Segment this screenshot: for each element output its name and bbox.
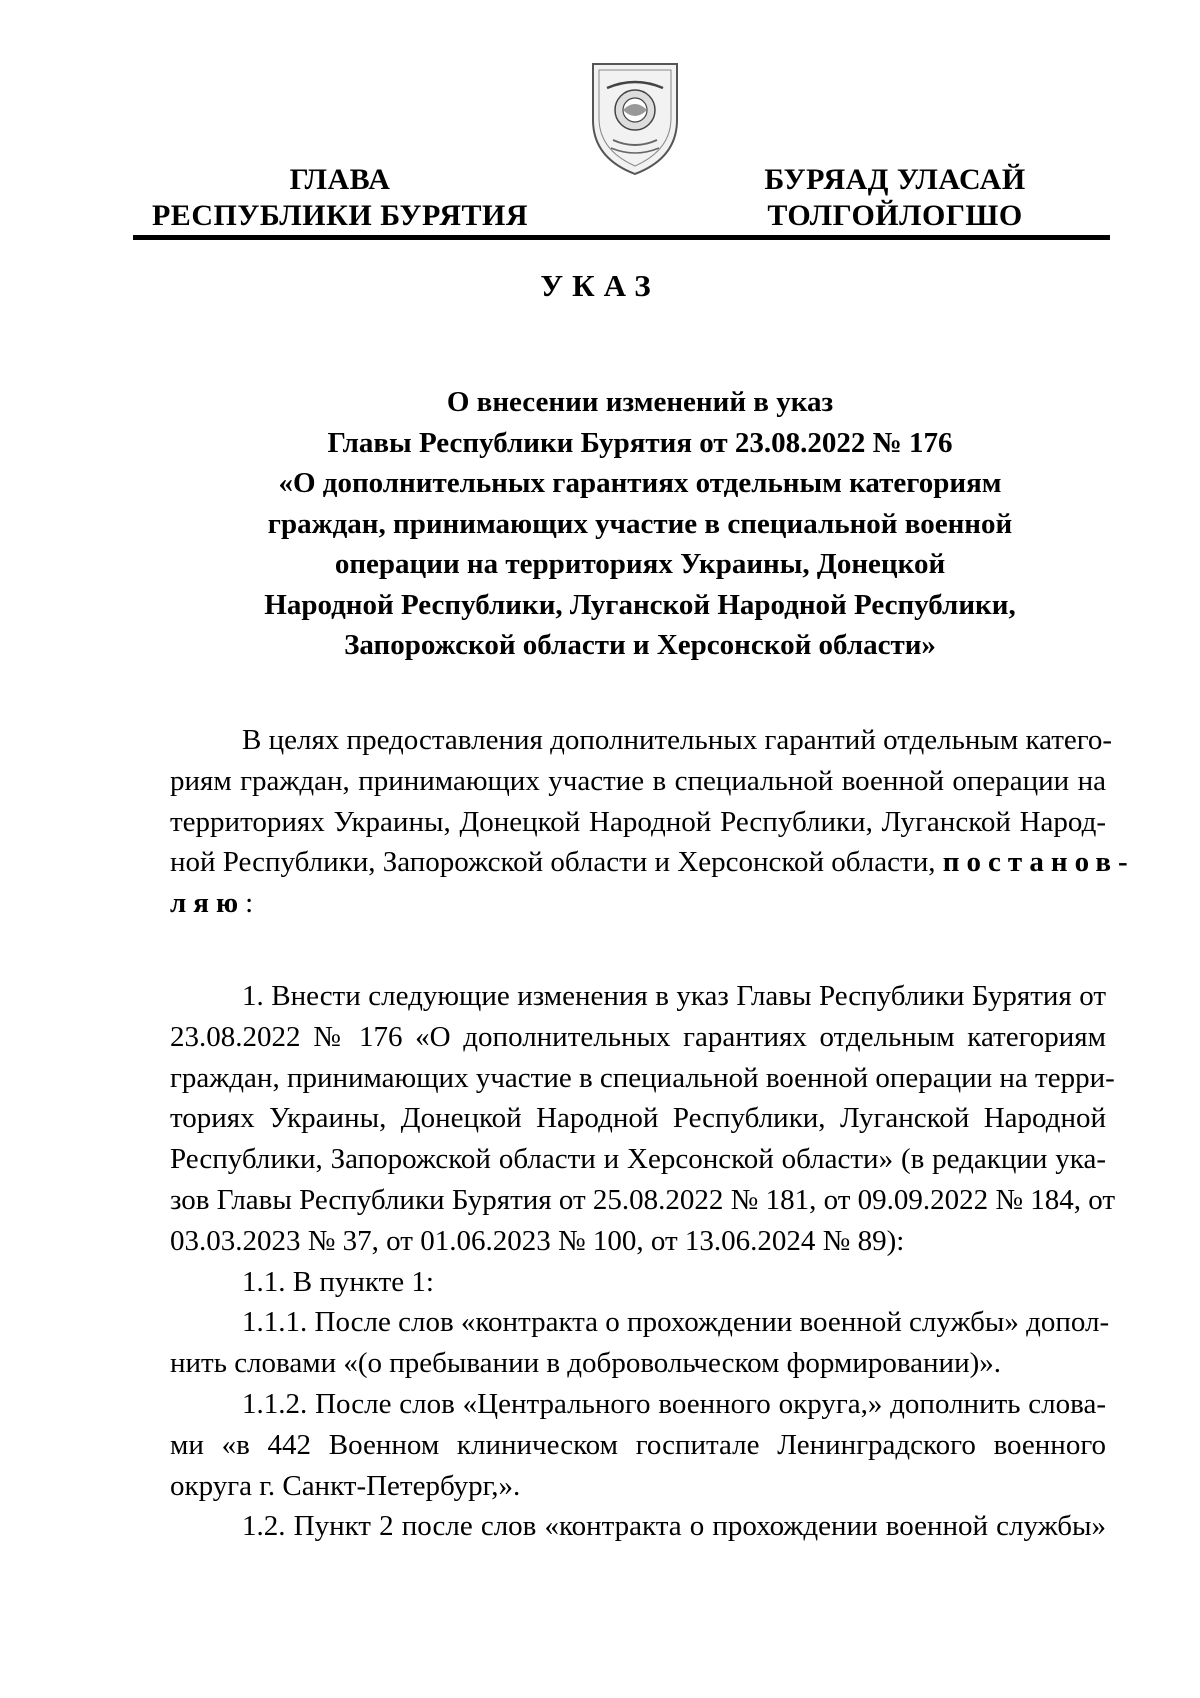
clause-line: 1.1. В пункте 1: bbox=[242, 1265, 434, 1298]
clause-line: граждан, принимающих участие в специальной военной операции на терри- bbox=[170, 1061, 1115, 1094]
decree-title-line: Главы Республики Бурятия от 23.08.2022 № 176 bbox=[327, 426, 953, 459]
clause-line: округа г. Санкт-Петербург,». bbox=[170, 1469, 521, 1502]
decree-title-line: Народной Республики, Луганской Народной Республики, bbox=[264, 588, 1016, 621]
header-divider bbox=[133, 235, 1110, 240]
decree-title-line: Запорожской области и Херсонской области» bbox=[344, 629, 936, 661]
issuer-title-bua-line2: ТОЛГОЙЛОГШО bbox=[767, 199, 1023, 232]
decree-title-line: граждан, принимающих участие в специальной военной bbox=[267, 507, 1013, 540]
clause-line: 23.08.2022 № 176 «О дополнительных гарантиях отдельным категориям bbox=[170, 1020, 1106, 1053]
clause-line: 1.1.1. После слов «контракта о прохождении военной службы» допол- bbox=[242, 1306, 1110, 1339]
decree-word-part2: ляю bbox=[170, 887, 246, 920]
decree-title-line: операции на территориях Украины, Донецкой bbox=[334, 548, 946, 580]
issuer-title-ru bbox=[150, 162, 530, 234]
preamble-line: территориях Украины, Донецкой Народной Республики, Луганской Народ- bbox=[170, 805, 1106, 838]
issuer-title-bua-line1: БУРЯАД УЛАСАЙ bbox=[764, 163, 1026, 196]
clause-line: нить словами «(о пребывании в добровольческом формировании)». bbox=[170, 1347, 1002, 1380]
preamble-line: В целях предоставления дополнительных гарантий отдельным катего- bbox=[242, 724, 1113, 756]
preamble-paragraph bbox=[170, 720, 1135, 924]
preamble-line bbox=[170, 842, 1135, 883]
clause-line: 1.1.2. После слов «Центрального военного округа,» дополнить слова- bbox=[242, 1387, 1106, 1420]
clause-line: 1.2. Пункт 2 после слов «контракта о прохождении военной службы» bbox=[242, 1510, 1106, 1543]
clause-line: 1. Внести следующие изменения в указ Главы Республики Бурятия от bbox=[242, 980, 1106, 1012]
decree-title bbox=[200, 382, 1080, 666]
preamble-line-text: ной Республики, Запорожской области и Херсонской области, bbox=[170, 846, 943, 879]
clauses-section bbox=[170, 976, 1116, 1547]
preamble-line: риям граждан, принимающих участие в специальной военной операции на bbox=[170, 764, 1106, 797]
clause-line: ми «в 442 Военном клиническом госпитале Ленинградского военного bbox=[170, 1428, 1106, 1461]
coat-of-arms-icon bbox=[585, 58, 685, 178]
decree-colon: : bbox=[245, 887, 254, 920]
decree-word-part1: постанов- bbox=[942, 846, 1135, 879]
clause-line: Республики, Запорожской области и Херсонской области» (в редакции ука- bbox=[170, 1143, 1106, 1176]
decree-title-line: О внесении изменений в указ bbox=[446, 386, 834, 418]
issuer-title-ru-line1: ГЛАВА bbox=[289, 163, 391, 196]
issuer-title-bua bbox=[740, 162, 1050, 234]
clause-line: 03.03.2023 № 37, от 01.06.2023 № 100, от 13.06.2024 № 89): bbox=[170, 1224, 905, 1257]
document-type: УКАЗ bbox=[540, 268, 660, 303]
preamble-line bbox=[170, 883, 1106, 924]
clause-line: зов Главы Республики Бурятия от 25.08.2022 № 181, от 09.09.2022 № 184, от bbox=[170, 1183, 1116, 1216]
decree-title-line: «О дополнительных гарантиях отдельным категориям bbox=[278, 467, 1002, 499]
clause-line: ториях Украины, Донецкой Народной Республики, Луганской Народной bbox=[170, 1102, 1106, 1135]
issuer-title-ru-line2: РЕСПУБЛИКИ БУРЯТИЯ bbox=[151, 199, 529, 232]
